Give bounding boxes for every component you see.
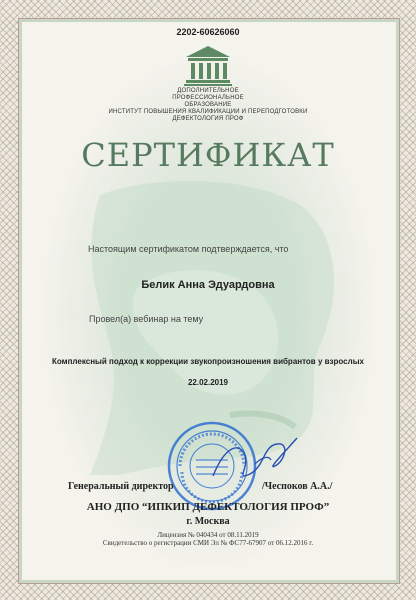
recipient-name: Белик Анна Эдуардовна: [141, 279, 275, 291]
organization-name: АНО ДПО “ИПКИП ДЕФЕКТОЛОГИЯ ПРОФ”: [86, 501, 330, 513]
certificate-number: 2202-60626060: [176, 27, 240, 37]
director-name: /Чеспоков А.А./: [262, 481, 333, 492]
org-line: ИНСТИТУТ ПОВЫШЕНИЯ КВАЛИФИКАЦИИ И ПЕРЕПОДГОТОВКИ: [108, 109, 308, 115]
org-line: ДЕФЕКТОЛОГИЯ ПРОФ: [172, 116, 244, 122]
building-columns-icon: [182, 43, 234, 87]
institution-header: [60, 88, 356, 123]
org-line: ПРОФЕССИОНАЛЬНОЕ: [172, 95, 244, 101]
org-line: ДОПОЛНИТЕЛЬНОЕ: [177, 88, 239, 94]
certificate-title: СЕРТИФИКАТ: [81, 136, 335, 174]
certificate-date: 22.02.2019: [187, 378, 229, 387]
city: г. Москва: [186, 516, 230, 527]
webinar-topic: Комплексный подход к коррекции звукопроизношения вибрантов у взрослых: [52, 357, 364, 366]
org-line: ОБРАЗОВАНИЕ: [184, 102, 232, 108]
webinar-text: Провел(а) вебинар на тему: [89, 314, 204, 324]
director-title: Генеральный директор: [68, 481, 174, 492]
license-info: Лицензия № 040434 от 08.11.2019: [157, 531, 259, 539]
registry-info: Свидетельство о регистрации СМИ Эл № ФС77-67907 от 06.12.2016 г.: [102, 539, 314, 547]
confirmation-text: Настоящим сертификатом подтверждается, что: [88, 244, 289, 254]
